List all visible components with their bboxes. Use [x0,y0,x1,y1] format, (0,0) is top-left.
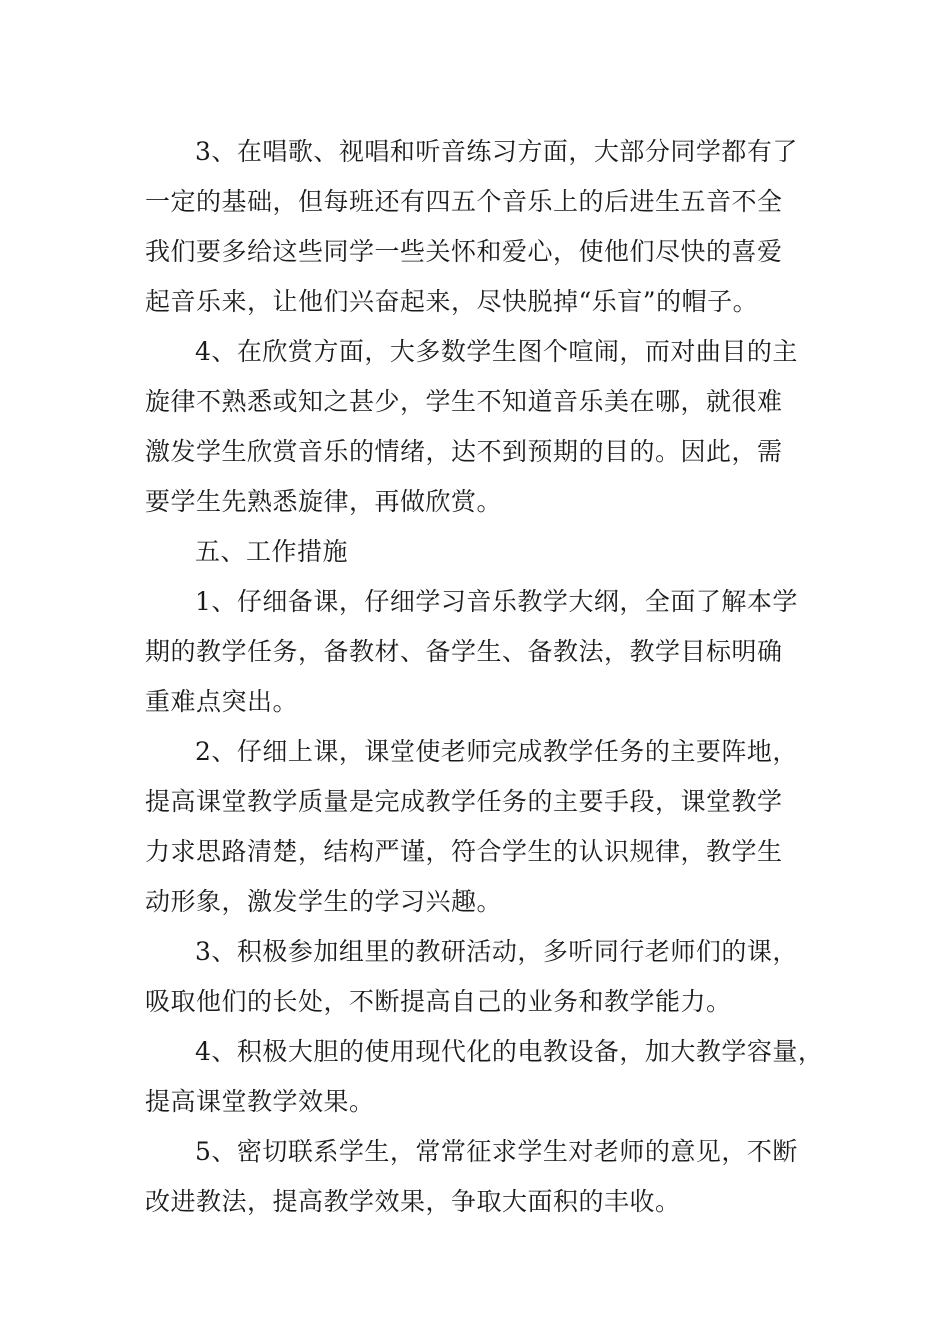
text-line: 我们要多给这些同学一些关怀和爱心，使他们尽快的喜爱 [145,237,783,266]
section-heading: 五、工作措施 [195,537,349,566]
text-line: 力求思路清楚，结构严谨，符合学生的认识规律，教学生 [145,837,783,866]
text-line: 重难点突出。 [145,687,299,716]
text-line: 3、在唱歌、视唱和听音练习方面，大部分同学都有了 [195,137,798,166]
text-line: 提高课堂教学质量是完成教学任务的主要手段，课堂教学 [145,787,783,816]
text-line: 一定的基础，但每班还有四五个音乐上的后进生五音不全 [145,187,783,216]
text-line: 期的教学任务，备教材、备学生、备教法，教学目标明确 [145,637,783,666]
text-line: 4、积极大胆的使用现代化的电教设备，加大教学容量， [195,1037,824,1066]
text-line: 改进教法，提高教学效果，争取大面积的丰收。 [145,1187,681,1216]
text-line: 3、积极参加组里的教研活动，多听同行老师们的课， [195,937,798,966]
text-line: 1、仔细备课，仔细学习音乐教学大纲，全面了解本学 [195,587,798,616]
text-line: 动形象，激发学生的学习兴趣。 [145,887,503,916]
text-line: 起音乐来，让他们兴奋起来，尽快脱掉“乐盲”的帽子。 [145,287,759,316]
text-line: 旋律不熟悉或知之甚少，学生不知道音乐美在哪，就很难 [145,387,783,416]
text-line: 4、在欣赏方面，大多数学生图个喧闹，而对曲目的主 [195,337,798,366]
text-line: 5、密切联系学生，常常征求学生对老师的意见，不断 [195,1137,798,1166]
text-line: 提高课堂教学效果。 [145,1087,375,1116]
text-line: 2、仔细上课，课堂使老师完成教学任务的主要阵地， [195,737,798,766]
text-line: 吸取他们的长处，不断提高自己的业务和教学能力。 [145,987,732,1016]
text-line: 要学生先熟悉旋律，再做欣赏。 [145,487,503,516]
text-line: 激发学生欣赏音乐的情绪，达不到预期的目的。因此，需 [145,437,783,466]
